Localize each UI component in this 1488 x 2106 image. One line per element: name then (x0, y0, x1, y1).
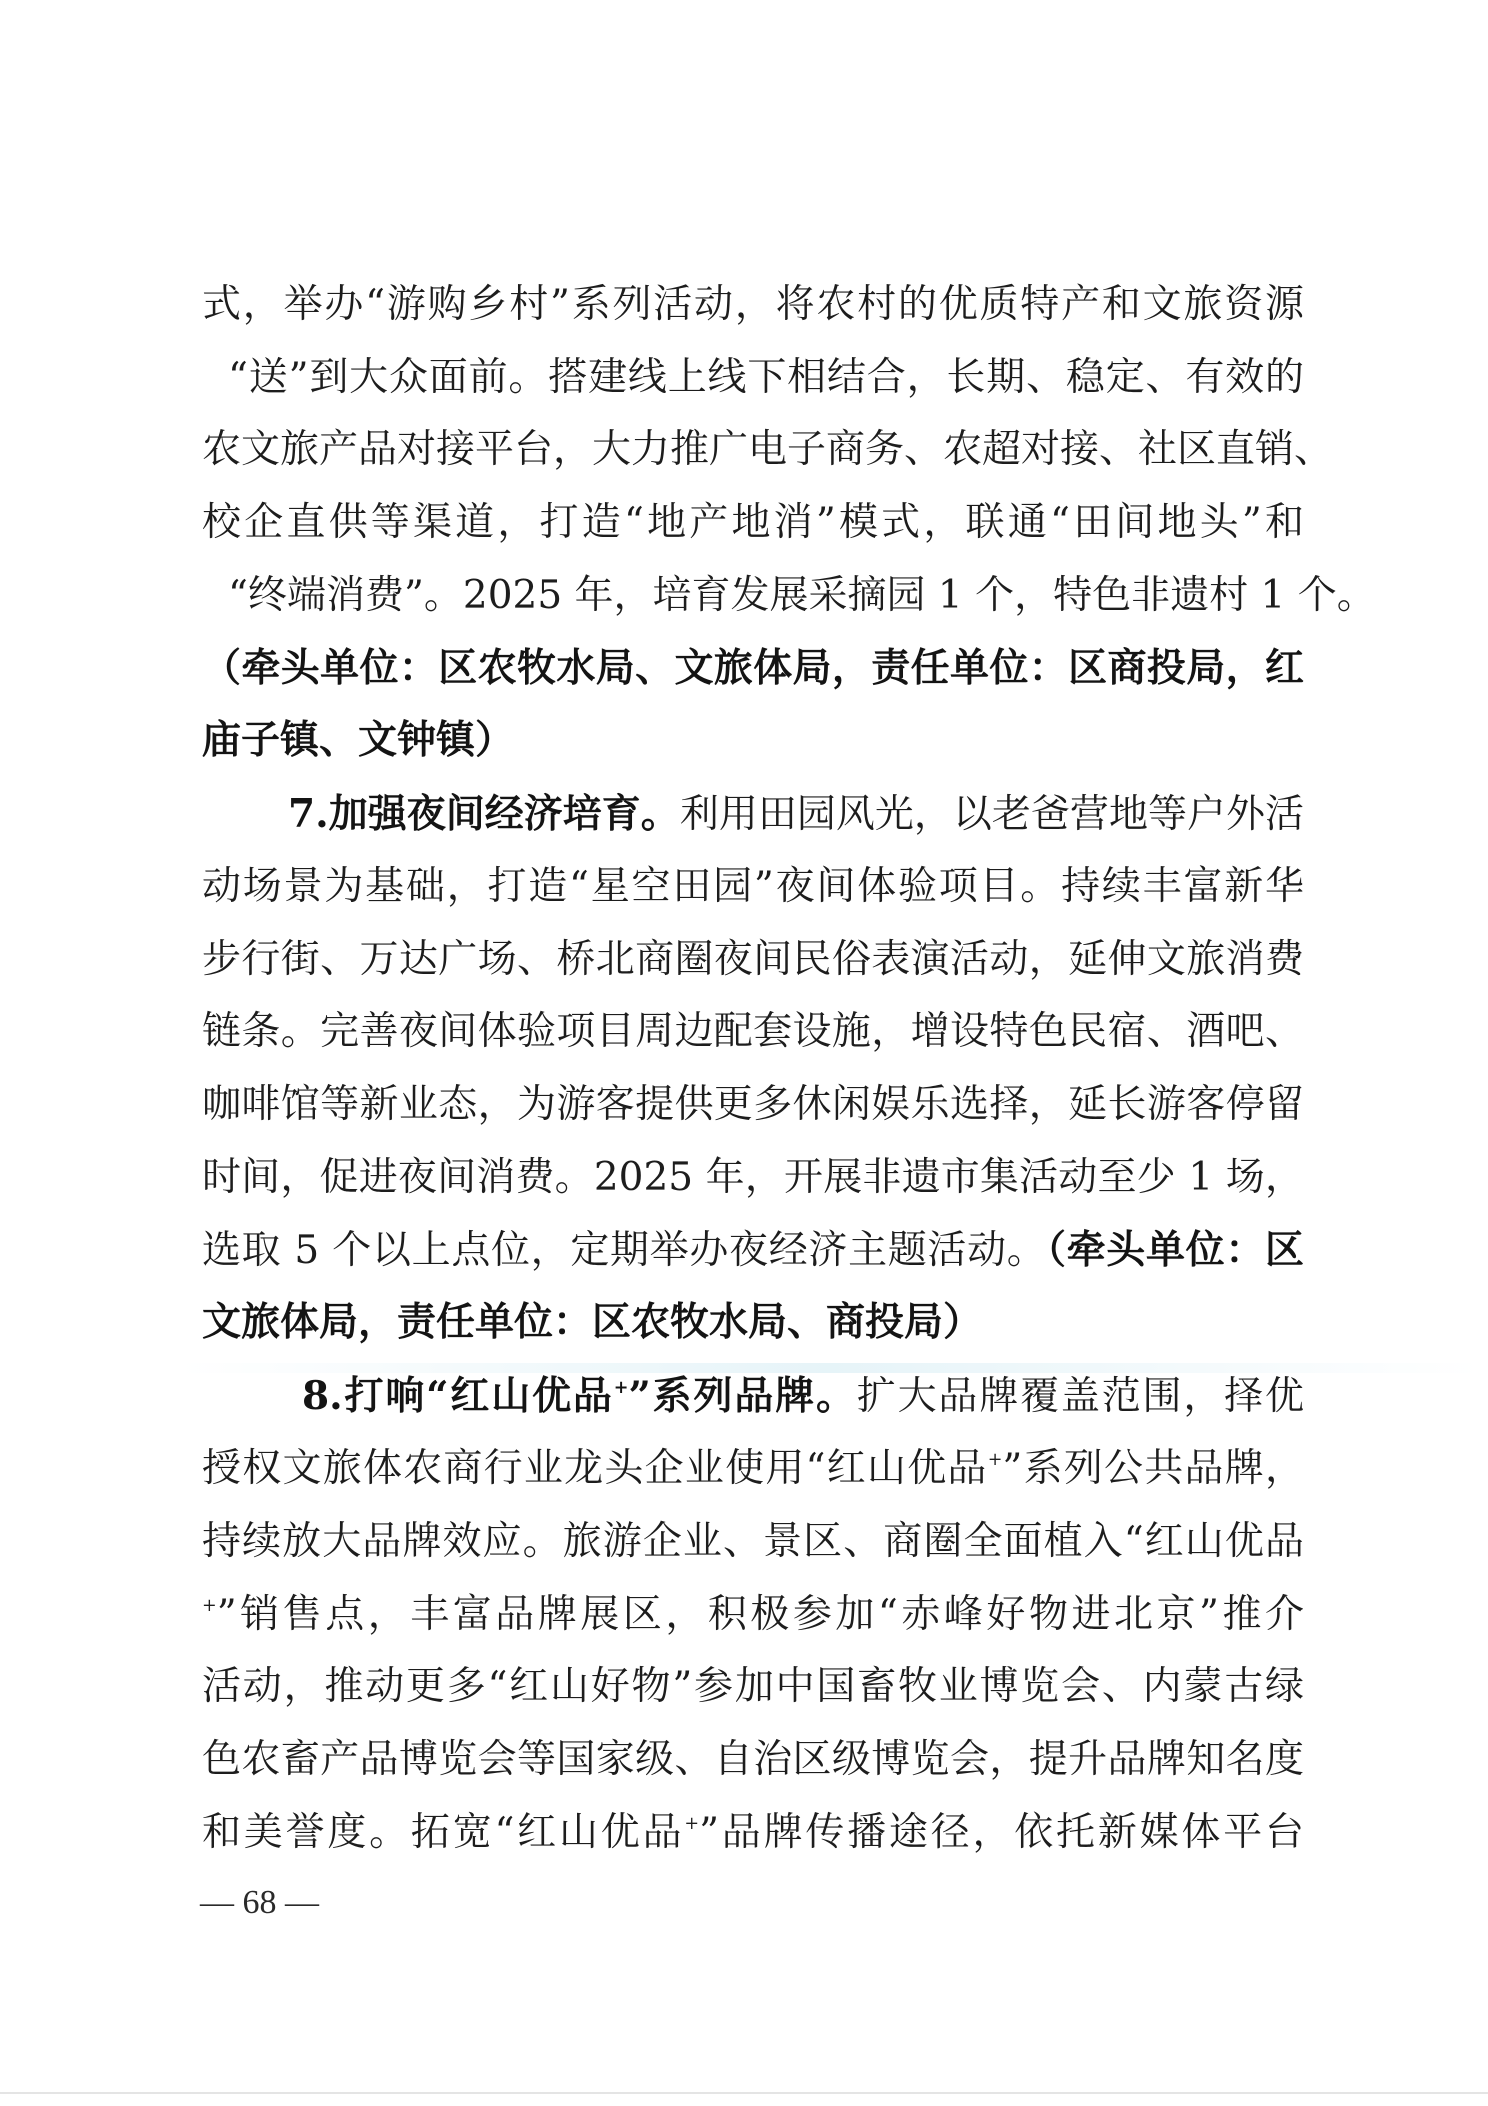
item7-text: 利用田园风光，以老爸营地等户外活 (679, 792, 1304, 837)
text-line: +”销售点，丰富品牌展区，积极参加“赤峰好物进北京”推介 (202, 1592, 1304, 1637)
item7-text: 选取 5 个以上点位，定期举办夜经济主题活动。 (202, 1228, 1047, 1273)
item7-last-line (202, 1221, 1304, 1281)
text-line: “终端消费”。2025 年，培育发展采摘园 1 个，特色非遗村 1 个。 (228, 573, 1376, 618)
text-line: 步行街、万达广场、桥北商圈夜间民俗表演活动，延伸文旅消费 (202, 937, 1304, 982)
item8-heading: 8.打响“红山优品+”系列品牌。 (302, 1373, 857, 1419)
text-line: 授权文旅体农商行业龙头企业使用“红山优品+”系列公共品牌， (202, 1446, 1304, 1491)
text-line: “送”到大众面前。搭建线上线下相结合，长期、稳定、有效的 (228, 355, 1304, 400)
responsible-units-line: （牵头单位：区农牧水局、文旅体局，责任单位：区商投局，红 (202, 646, 1304, 691)
item7-heading: 7.加强夜间经济培育。 (288, 791, 680, 837)
text-line: 动场景为基础，打造“星空田园”夜间体验项目。持续丰富新华 (202, 864, 1304, 909)
text-line: 和美誉度。拓宽“红山优品+”品牌传播途径，依托新媒体平台 (202, 1810, 1304, 1855)
text-line: 农文旅产品对接平台，大力推广电子商务、农超对接、社区直销、 (202, 427, 1334, 472)
responsible-units-line: 庙子镇、文钟镇） (202, 718, 515, 763)
text-line: 活动，推动更多“红山好物”参加中国畜牧业博览会、内蒙古绿 (202, 1664, 1304, 1709)
text-line: 时间，促进夜间消费。2025 年，开展非遗市集活动至少 1 场， (202, 1155, 1304, 1200)
text-line: 式，举办“游购乡村”系列活动，将农村的优质特产和文旅资源 (202, 282, 1304, 327)
item8-text: 扩大品牌覆盖范围，择优 (856, 1374, 1304, 1419)
page-number: — 68 — (200, 1884, 319, 1921)
text-line: 色农畜产品博览会等国家级、自治区级博览会，提升品牌知名度 (202, 1737, 1304, 1782)
text-line: 持续放大品牌效应。旅游企业、景区、商圈全面植入“红山优品 (202, 1519, 1304, 1564)
text-line: 链条。完善夜间体验项目周边配套设施，增设特色民宿、酒吧、 (202, 1009, 1304, 1054)
text-line: 校企直供等渠道，打造“地产地消”模式，联通“田间地头”和 (202, 500, 1304, 545)
item7-first-line (202, 784, 1304, 844)
text-line: 咖啡馆等新业态，为游客提供更多休闲娱乐选择，延长游客停留 (202, 1082, 1304, 1127)
bottom-edge (0, 2092, 1488, 2094)
responsible-units-line: 文旅体局，责任单位：区农牧水局、商投局） (202, 1300, 983, 1345)
responsible-units: （牵头单位：区 (1046, 1228, 1304, 1273)
item8-first-line (202, 1366, 1304, 1426)
